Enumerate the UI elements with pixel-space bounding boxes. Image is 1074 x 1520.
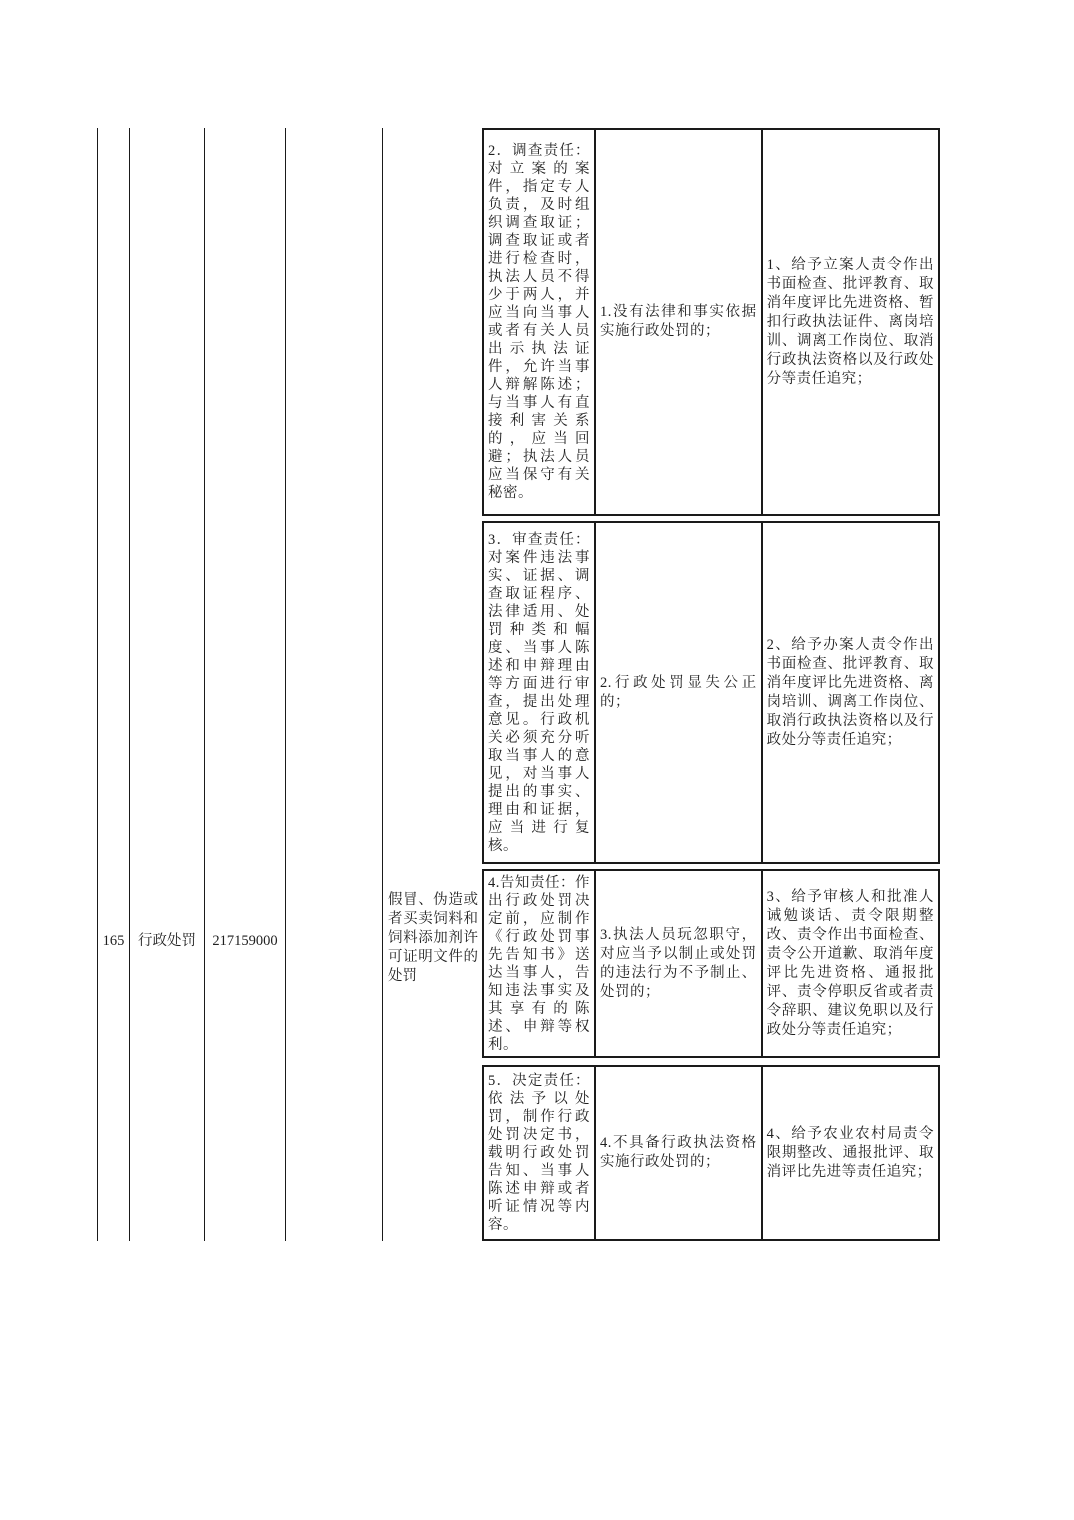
column-power-type — [129, 128, 204, 1241]
duty-cell — [484, 871, 596, 1056]
record-power-type: 行政处罚 — [138, 933, 196, 949]
table-row — [482, 1065, 940, 1241]
duty-cell — [484, 523, 596, 862]
responsibility-table — [97, 128, 940, 1241]
column-empty — [285, 128, 382, 1241]
table-row — [482, 521, 940, 864]
duty-text: 4.告知责任：作出行政处罚决定前，应制作《行政处罚事先告知书》送达当事人，告知违法事实及其享有的陈述、申辩等权利。 — [488, 874, 591, 1053]
record-power-code: 217159000 — [212, 933, 278, 949]
violation-cell — [596, 523, 763, 862]
violation-cell — [596, 130, 763, 514]
violation-text: 3.执法人员玩忽职守，对应当予以制止或处罚的违法行为不予制止、处罚的； — [600, 926, 757, 1000]
record-index: 165 — [102, 933, 125, 949]
duty-cell — [484, 130, 596, 514]
column-power-name — [382, 128, 482, 1241]
table-row — [482, 128, 940, 516]
accountability-text: 3、给予审核人和批准人诫勉谈话、责令限期整改、责令作出书面检查、责令公开道歉、取消年度评比先进资格、通报批评、责令停职反省或者责令辞职、建议免职以及行政处分等责任追究； — [766, 888, 934, 1038]
accountability-cell — [763, 523, 938, 862]
violation-cell — [596, 1067, 763, 1239]
responsibility-grid — [482, 128, 940, 1241]
accountability-text: 2、给予办案人责令作出书面检查、批评教育、取消年度评比先进资格、离岗培训、调离工作岗位、取消行政执法资格以及行政处分等责任追究； — [766, 636, 934, 748]
accountability-cell — [763, 871, 938, 1056]
duty-cell — [484, 1067, 596, 1239]
duty-text: 2．调查责任：对立案的案件，指定专人负责，及时组织调查取证；调查取证或者进行检查时，执法人员不得少于两人，并应当向当事人或者有关人员出示执法证件，允许当事人辩解陈述；与当事人有直接利害关系的，应当回避；执法人员应当保守有关秘密。 — [488, 143, 591, 501]
violation-cell — [596, 871, 763, 1056]
column-power-code — [204, 128, 285, 1241]
violation-text: 1.没有法律和事实依据实施行政处罚的； — [600, 304, 757, 339]
accountability-cell — [763, 1067, 938, 1239]
accountability-text: 1、给予立案人责令作出书面检查、批评教育、取消年度评比先进资格、暂扣行政执法证件、离岗培训、调离工作岗位、取消行政执法资格以及行政处分等责任追究； — [766, 256, 934, 387]
accountability-text: 4、给予农业农村局责令限期整改、通报批评、取消评比先进等责任追究； — [766, 1125, 934, 1180]
accountability-cell — [763, 130, 938, 514]
record-power-name: 假冒、伪造或者买卖饲料和饲料添加剂许可证明文件的处罚 — [388, 892, 478, 984]
duty-text: 5．决定责任：依法予以处罚，制作行政处罚决定书，载明行政处罚告知、当事人陈述申辩或者听证情况等内容。 — [488, 1073, 591, 1233]
table-row — [482, 869, 940, 1058]
violation-text: 2.行政处罚显失公正的； — [600, 674, 757, 710]
duty-text: 3．审查责任：对案件违法事实、证据、调查取证程序、法律适用、处罚种类和幅度、当事人陈述和申辩理由等方面进行审查，提出处理意见。行政机关必须充分听取当事人的意见，对当事人提出的事实、理由和证据，应当进行复核。 — [488, 531, 591, 854]
violation-text: 4.不具备行政执法资格实施行政处罚的； — [600, 1135, 757, 1170]
column-index — [97, 128, 129, 1241]
